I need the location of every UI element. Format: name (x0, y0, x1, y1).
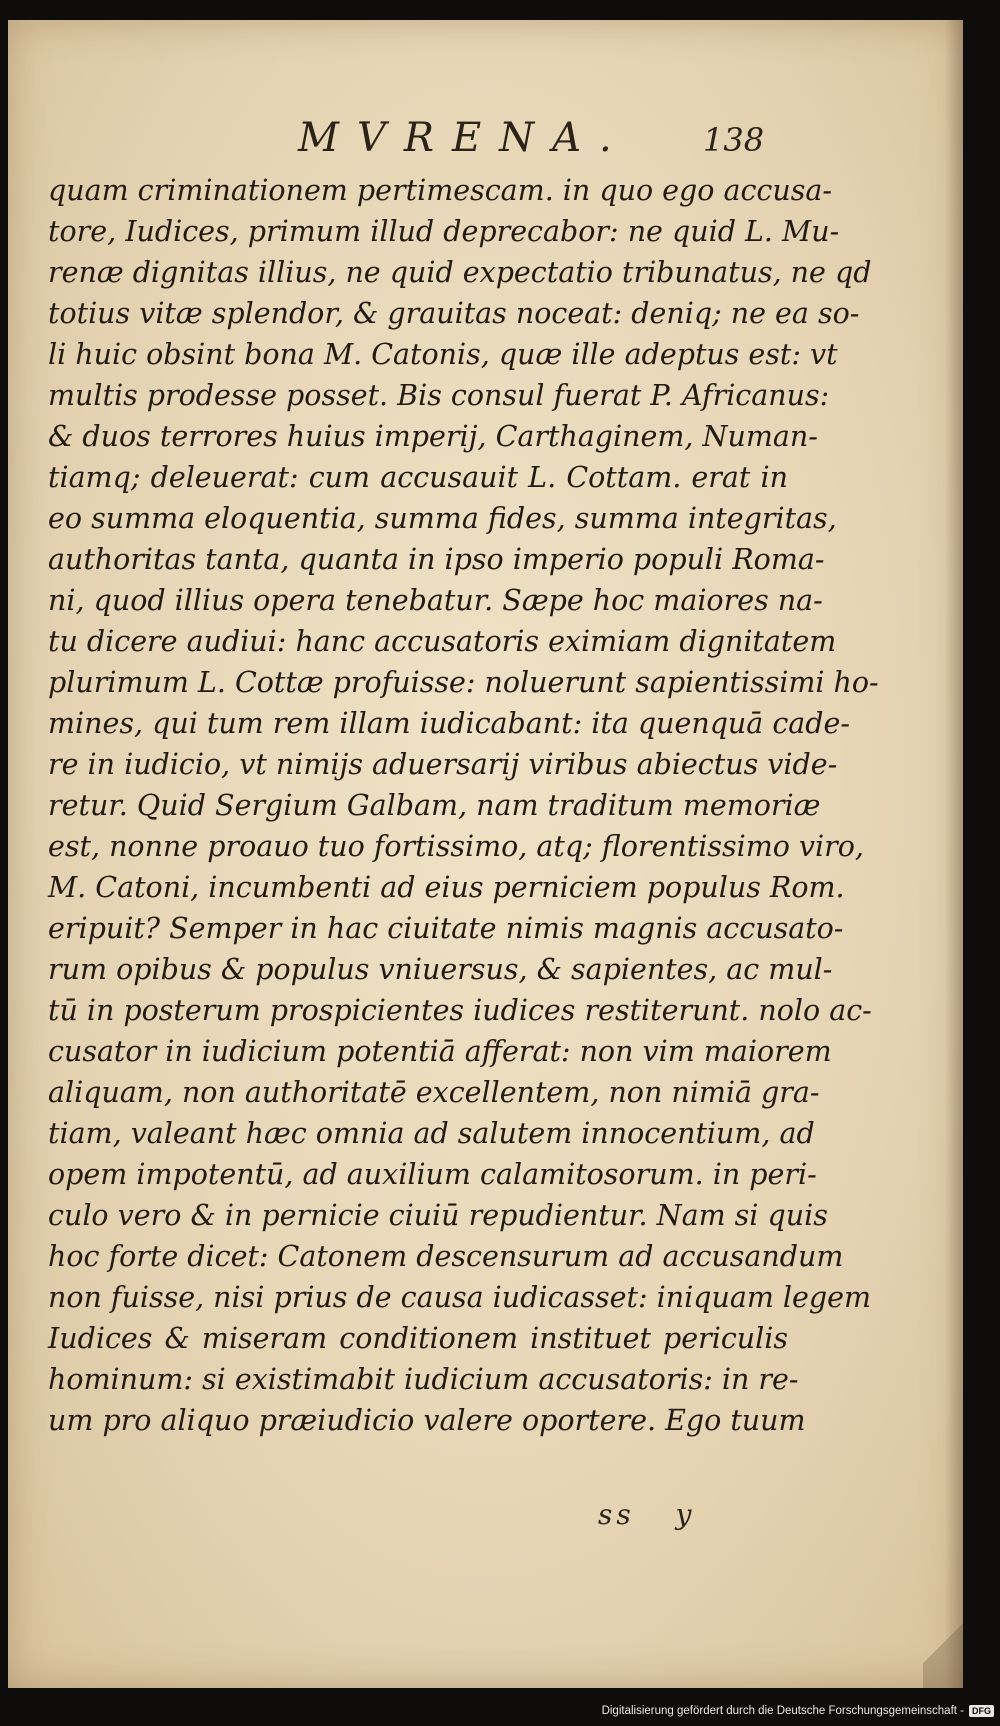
text-line: rum opibus & populus vniuersus, & sapientes, ac mul- (48, 953, 833, 986)
text-line: est, nonne proauo tuo fortissimo, atq; florentissimo viro, (48, 830, 864, 863)
dfg-logo: DFG (969, 1705, 994, 1717)
text-line: renæ dignitas illius, ne quid expectatio tribunatus, ne qd (48, 256, 872, 289)
text-line: opem impotentū, ad auxilium calamitosorum. in peri- (48, 1158, 817, 1191)
text-line: tiam, valeant hæc omnia ad salutem innocentium, ad (48, 1117, 815, 1150)
text-line: retur. Quid Sergium Galbam, nam traditum memoriæ (48, 789, 821, 822)
text-line: re in iudicio, vt nimijs aduersarij viribus abiectus vide- (48, 748, 838, 781)
text-line: um pro aliquo præiudicio valere oportere. Ego tuum (48, 1404, 806, 1437)
text-line: ni, quod illius opera tenebatur. Sæpe hoc maiores na- (48, 584, 823, 617)
text-line: culo vero & in pernicie ciuiū repudientur. Nam si quis (48, 1199, 828, 1232)
text-line: Iudices & miseram conditionem instituet periculis (48, 1322, 788, 1355)
page-edge-shadow (945, 20, 963, 1688)
signature-marks (598, 1498, 723, 1531)
text-line: tore, Iudices, primum illud deprecabor: ne quid L. Mu- (48, 215, 840, 248)
text-line: mines, qui tum rem illam iudicabant: ita quenquā cade- (48, 707, 851, 740)
page-corner-curl (923, 1598, 963, 1688)
text-line: multis prodesse posset. Bis consul fuerat P. Africanus: (48, 379, 830, 412)
text-line: hominum: si existimabit iudicium accusatoris: in re- (48, 1363, 799, 1396)
text-line: li huic obsint bona M. Catonis, quæ ille adeptus est: vt (48, 338, 838, 371)
text-line: aliquam, non authoritatē excellentem, non nimiā gra- (48, 1076, 820, 1109)
text-line: hoc forte dicet: Catonem descensurum ad accusandum (48, 1240, 844, 1273)
text-line: quam criminationem pertimescam. in quo ego accusa- (48, 174, 833, 207)
body-text (48, 170, 879, 1441)
page-number: 138 (703, 121, 765, 159)
text-line: eripuit? Semper in hac ciuitate nimis magnis accusato- (48, 912, 844, 945)
text-line: tū in posterum prospicientes iudices restiterunt. nolo ac- (48, 994, 872, 1027)
text-line: M. Catoni, incumbenti ad eius perniciem populus Rom. (48, 871, 845, 904)
text-line: eo summa eloquentia, summa fides, summa integritas, (48, 502, 837, 535)
page-header (8, 115, 963, 175)
digitization-footer (0, 1700, 1000, 1726)
book-page (8, 20, 963, 1688)
text-line: & duos terrores huius imperij, Carthaginem, Numan- (48, 420, 818, 453)
running-title: MVRENA. (298, 115, 630, 161)
text-line: non fuisse, nisi prius de causa iudicasset: iniquam legem (48, 1281, 872, 1314)
text-line: totius vitæ splendor, & grauitas noceat: deniq; ne ea so- (48, 297, 860, 330)
catchword-mark: y (675, 1498, 696, 1531)
text-line: tu dicere audiui: hanc accusatoris eximiam dignitatem (48, 625, 837, 658)
funding-credit: Digitalisierung gefördert durch die Deutsche Forschungsgemeinschaft - (601, 1705, 964, 1717)
text-line: cusator in iudicium potentiā afferat: non vim maiorem (48, 1035, 832, 1068)
text-line: plurimum L. Cottæ profuisse: noluerunt sapientissimi ho- (48, 666, 879, 699)
text-line: tiamq; deleuerat: cum accusauit L. Cottam. erat in (48, 461, 788, 494)
signature-mark: ss (598, 1498, 635, 1531)
text-line: authoritas tanta, quanta in ipso imperio populi Roma- (48, 543, 825, 576)
